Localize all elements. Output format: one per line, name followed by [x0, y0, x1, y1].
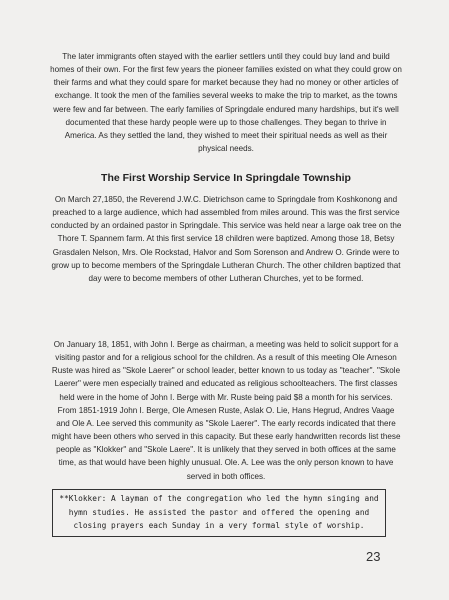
paragraph-first-service: On March 27,1850, the Reverend J.W.C. Dietrichson came to Springdale from Koshkonong and preached to a large audience, which had assembled from miles around. This was the first service conducted by an ordained pastor in Springdale. This service was held near a large oak tree on the Thore T. Spannem farm. At this first service 18 children were baptized. Among those 18, Betsy Grasdalen Nelson, Mrs. Ole Rockstad, Halvor and Som Sorenson and Andrew O. Grinde were to grow up to become members of the Springdale Lutheran Church. The other children baptized that day were to become members of other Lutheran Churches, yet to be formed. [50, 195, 402, 283]
page-number: 23 [366, 549, 381, 564]
section-heading: The First Worship Service In Springdale Township [101, 172, 351, 184]
paragraph-immigrants: The later immigrants often stayed with the earlier settlers until they could buy land and build homes of their own. For the first few years the pioneer families existed on what they could grow on their farms and what they could spare for market because they had no money or other articles of exchange. It took the men of the families several weeks to make the trip to market, as the towns were few and far between. The early families of Springdale endured many hardships, but it's well documented that these hardy people were up to those challenges. They began to thrive in America. As they settled the land, they wished to meet their spiritual needs as well as their physical needs. [50, 52, 402, 154]
paragraph-school-teachers: On January 18, 1851, with John I. Berge as chairman, a meeting was held to solicit support for a visiting pastor and for a religious school for the children. As a result of this meeting Ole Arneson Ruste was hired as "Skole Laerer" or school leader, better known to us today as "teacher". "Skole Laerer" were men especially trained and educated as religious schoolteachers. The first classes held were in the home of John I. Berge with Mr. Ruste being paid $8 a month for his services. From 1851-1919 John I. Berge, Ole Amesen Ruste, Aslak O. Lie, Hans Hegrud, Andres Vaage and Ole A. Lee served this community as "Skole Laerer". The early records indicated that there might have been others who served in this capacity. But these early handwritten records list these people as "Klokker" and "Skole Laere". It is unlikely that they served in both offices at the same time, as that would have been highly unusual. Ole. A. Lee was the only person known to have served in both offices. [51, 340, 401, 481]
footnote-box: **Klokker: A layman of the congregation who led the hymn singing and hymn studies. He assisted the pastor and offered the opening and closing prayers each Sunday in a very formal style of worship. [52, 489, 386, 537]
